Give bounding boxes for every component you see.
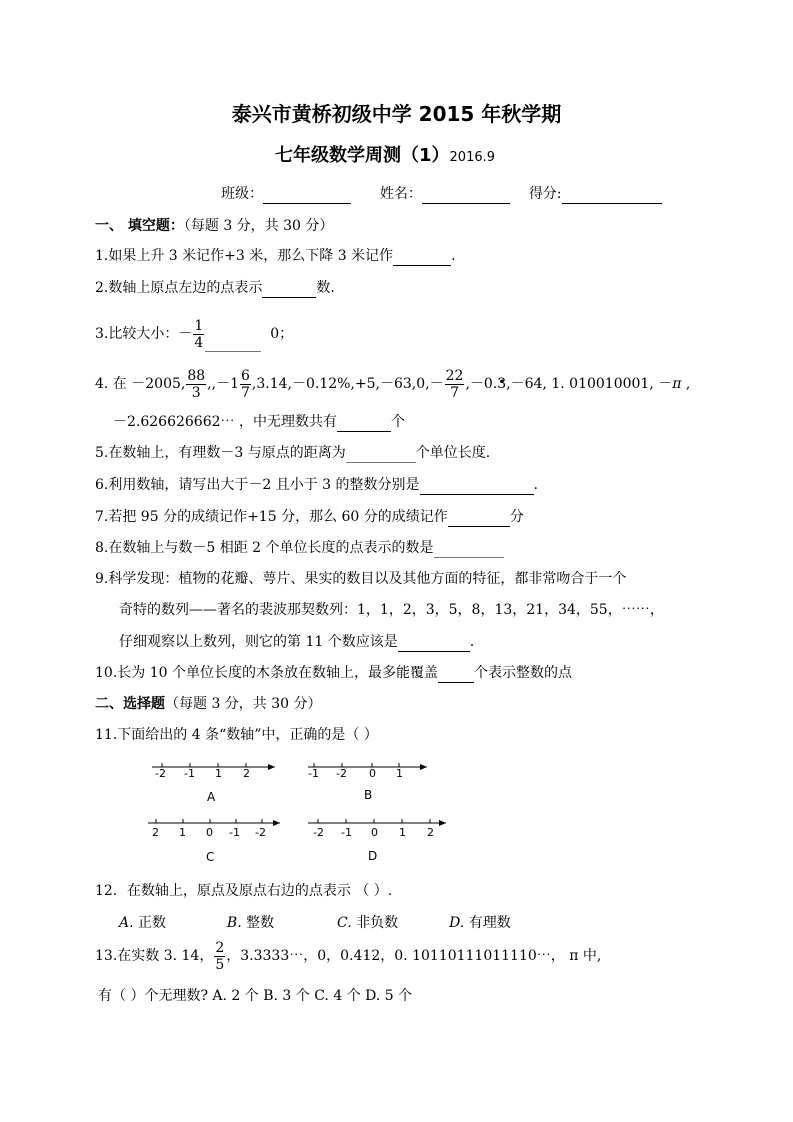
q12-option-b-text: 整数 [246, 915, 275, 931]
axis-c-label[interactable]: C [206, 850, 215, 864]
question-9-line2: 奇特的数列——著名的裴波那契数列：1，1，2，3，5，8，13，21，34，55，⋯⋯， [119, 602, 664, 618]
question-5 [95, 443, 490, 463]
axis-b-label[interactable]: B [364, 788, 373, 802]
q12-option-d[interactable] [449, 915, 511, 931]
axis-a-tick-label: 2 [243, 767, 250, 780]
q2-text: 2.数轴上原点左边的点表示 [95, 280, 263, 296]
question-12: 12．在数轴上，原点及原点右边的点表示 （ ）. [95, 883, 393, 899]
axis-a-tick-label: -2 [155, 767, 166, 780]
axis-c-tick-label: 2 [152, 826, 159, 839]
axis-d-label[interactable]: D [368, 849, 378, 863]
q9-blank[interactable] [398, 635, 470, 652]
q1-blank[interactable] [393, 249, 451, 266]
q8-text: 8.在数轴上与数－5 相距 2 个单位长度的点表示的数是 [95, 540, 434, 556]
score-blank[interactable] [562, 187, 662, 204]
q4-mid1: ,,－1 [207, 376, 239, 392]
question-11: 11.下面给出的 4 条“数轴”中，正确的是（ ） [95, 727, 378, 743]
q13-f-den: 5 [215, 956, 225, 973]
axis-a-label[interactable]: A [207, 790, 216, 804]
axis-b-tick-label: 0 [369, 767, 376, 780]
section2-note: （每题 3 分，共 30 分） [165, 696, 322, 712]
question-2 [95, 278, 335, 298]
axis-b-tick-label: -2 [336, 767, 347, 780]
q13-mid: ，3.3333⋯，0，0.4 [226, 948, 363, 964]
q6-blank[interactable] [420, 478, 534, 495]
q12-option-d-text: 有理数 [468, 915, 511, 931]
question-6 [95, 475, 538, 495]
q13-post: ，0. 10110111011110⋯， π 中, [380, 948, 602, 964]
q12-option-b-letter: B. [226, 915, 242, 931]
axis-c-tick-label: 0 [206, 826, 213, 839]
q2-end: 数. [316, 280, 335, 296]
q2-blank[interactable] [262, 281, 316, 298]
q4-mid2: ,3.14,－0.12%,+5,－63,0,－ [251, 376, 444, 392]
axis-d-tick-label: -1 [341, 826, 352, 839]
q4-mid3: ,－0. [465, 376, 498, 392]
axis-d-tick-label: 1 [399, 826, 406, 839]
info-row [221, 184, 662, 204]
axis-d-tick-label: -2 [313, 826, 324, 839]
q5-end: 个单位长度. [415, 445, 491, 461]
q4-repeating-digit: • 3 [497, 376, 506, 392]
q4-f2-den: 7 [240, 384, 250, 401]
name-label: 姓名： [379, 186, 422, 202]
q12-option-a-text: 正数 [138, 915, 167, 931]
q4-pi: π [672, 376, 682, 392]
q4-mid4: ,－64, 1. 010010001, － [506, 376, 673, 392]
q13-pre: 13.在实数 3. 14， [95, 948, 214, 964]
question-4-line1 [95, 366, 690, 402]
q12-option-c-letter: C. [337, 915, 352, 931]
q1-end: . [451, 248, 456, 264]
question-13-line1 [95, 938, 601, 974]
q4-f1-num: 88 [187, 367, 206, 384]
axis-b-tick-label: 1 [396, 767, 403, 780]
q4-f3-num: 22 [445, 367, 464, 384]
q4-pre: 4. 在 －2005, [95, 376, 186, 392]
name-blank[interactable] [422, 187, 510, 204]
question-9-line1: 9.科学发现：植物的花瓣、萼片、果实的数目以及其他方面的特征，都非常吻合于一个 [95, 571, 627, 587]
q6-end: . [533, 477, 538, 493]
q1-text: 1.如果上升 3 米记作+3 米，那么下降 3 米记作 [95, 248, 394, 264]
axis-d-tick-label: 2 [427, 826, 434, 839]
question-8 [95, 538, 504, 558]
axis-c-tick-label: -1 [229, 826, 240, 839]
q3-blank[interactable] [205, 335, 261, 352]
q3-numerator: 1 [194, 317, 204, 334]
q7-blank[interactable] [448, 510, 510, 527]
axis-b-tick-label: -1 [308, 767, 319, 780]
q5-blank[interactable] [346, 446, 416, 463]
class-blank[interactable] [263, 187, 351, 204]
q13-f-num: 2 [215, 939, 225, 956]
q10-text: 10.长为 10 个单位长度的木条放在数轴上，最多能覆盖 [95, 665, 438, 681]
q12-option-a[interactable] [119, 915, 166, 931]
q4-f1-den: 3 [191, 384, 201, 401]
q3-denominator: 4 [194, 334, 204, 351]
q10-blank[interactable] [438, 666, 474, 683]
axis-c-tick-label: 1 [179, 826, 186, 839]
q9-end: . [469, 634, 475, 650]
question-13-line2: 有（ ）个无理数? A. 2 个 B. 3 个 C. 4 个 D. 5 个 [98, 988, 413, 1004]
section2-heading [95, 694, 322, 714]
section2-title: 二、选择题 [95, 696, 165, 712]
q4-f2-num: 6 [240, 367, 250, 384]
q4-fraction-2 [240, 368, 251, 401]
q12-option-a-letter: A. [119, 915, 134, 931]
q12-option-d-letter: D. [449, 915, 465, 931]
q9-line3-text: 仔细观察以上数列，则它的第 11 个数应该是 [119, 634, 398, 650]
q13-repeating-digits: . . 12 [362, 948, 380, 964]
q13-fraction [214, 940, 225, 973]
q4-fraction-3 [445, 368, 465, 401]
q12-option-c[interactable] [337, 915, 398, 931]
page-title: 泰兴市黄桥初级中学 2015 年秋学期 [231, 102, 562, 126]
q7-end: 分 [509, 509, 524, 525]
axis-a-tick-label: 1 [215, 767, 222, 780]
q4-mid5: , [681, 376, 691, 392]
section1-heading [95, 216, 333, 236]
q7-text: 7.若把 95 分的成绩记作+15 分，那么 60 分的成绩记作 [95, 509, 448, 525]
question-12-options [119, 913, 511, 933]
q8-blank[interactable] [434, 541, 504, 558]
q12-option-c-text: 非负数 [356, 915, 399, 931]
q3-text: 3.比较大小：－ [95, 326, 193, 342]
q6-text: 6.利用数轴，请写出大于－2 且小于 3 的整数分别是 [95, 477, 420, 493]
q4-blank[interactable] [337, 415, 391, 432]
section1-title: 一、 填空题： [95, 218, 184, 234]
question-3 [95, 316, 293, 352]
question-7 [95, 507, 524, 527]
page-subtitle [275, 146, 495, 168]
axis-a-tick-label: -1 [184, 767, 195, 780]
q3-fraction [193, 318, 204, 351]
score-label: 得分: [528, 186, 562, 202]
q10-end: 个表示整数的点 [473, 665, 572, 681]
subtitle-text: 七年级数学周测（1） [275, 145, 450, 166]
date: 2016.9 [449, 150, 496, 165]
axis-d-tick-label: 0 [371, 826, 378, 839]
section1-note: （每题 3 分，共 30 分） [183, 218, 334, 234]
question-1 [95, 246, 456, 266]
axis-c-tick-label: -2 [255, 826, 266, 839]
q4-end: 个 [390, 414, 405, 430]
question-9-line3 [119, 632, 474, 652]
q4-fraction-1 [186, 368, 206, 401]
question-10 [95, 663, 572, 683]
q3-end: 0； [270, 326, 294, 342]
q4-line2: －2.626626662⋯ ，中无理数共有 [113, 414, 337, 430]
question-4-line2 [113, 412, 405, 432]
class-label: 班级： [221, 186, 263, 202]
q5-text: 5.在数轴上，有理数－3 与原点的距离为 [95, 445, 346, 461]
q12-option-b[interactable] [227, 915, 274, 931]
q4-f3-den: 7 [450, 384, 459, 401]
